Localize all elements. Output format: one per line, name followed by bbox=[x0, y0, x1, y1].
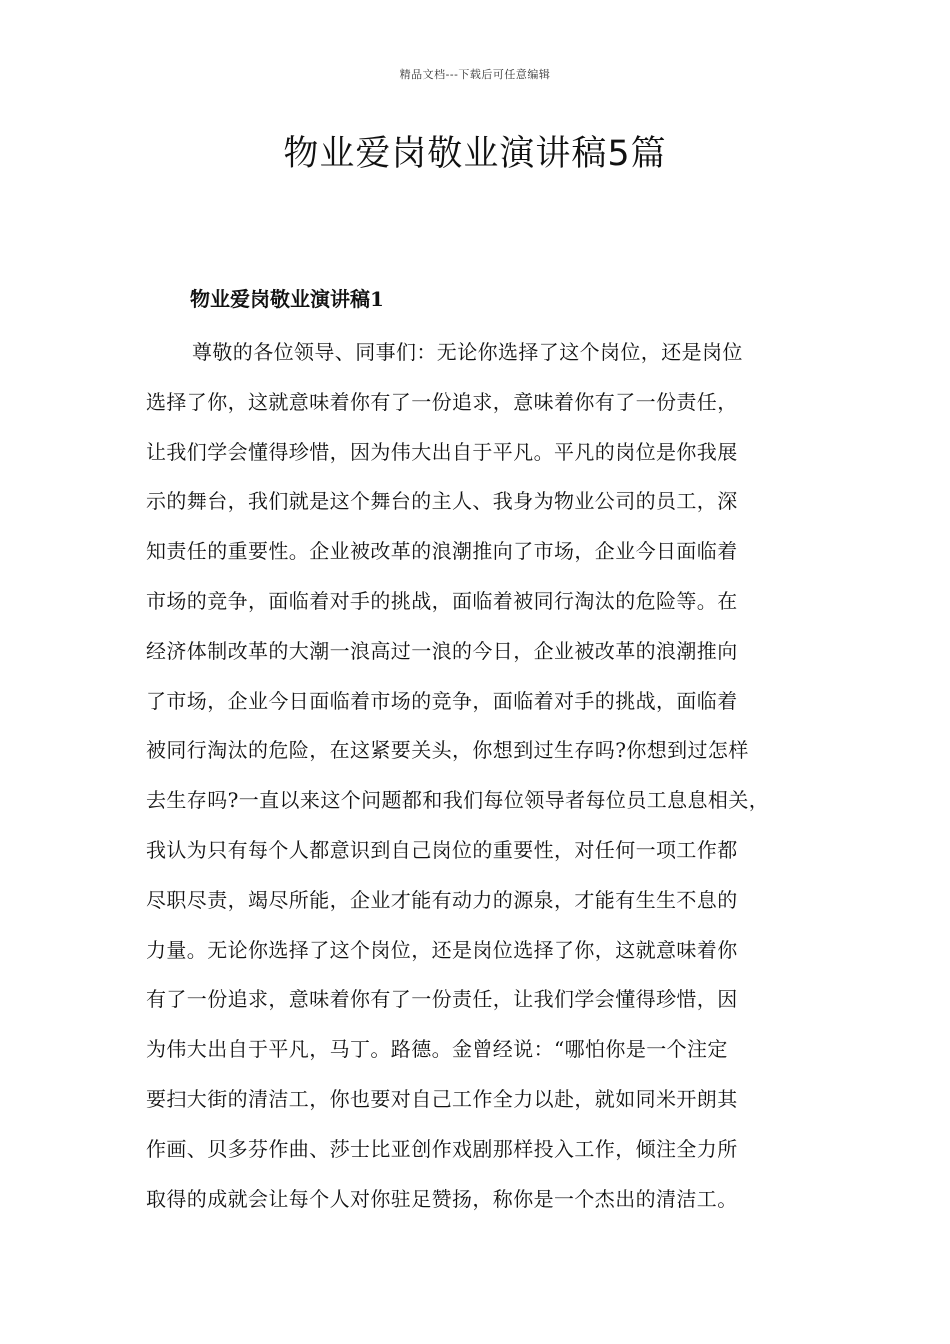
header-note: 精品文档---下载后可任意编辑 bbox=[399, 68, 551, 81]
text-line: 有了一份追求，意味着你有了一份责任，让我们学会懂得珍惜，因 bbox=[146, 987, 738, 1012]
text-line: 为伟大出自于平凡，马丁。路德。金曾经说：“哪怕你是一个注定 bbox=[146, 1037, 728, 1062]
text-line: 作画、贝多芬作曲、莎士比亚创作戏剧那样投入工作，倾注全力所 bbox=[146, 1136, 738, 1161]
text-line: 取得的成就会让每个人对你驻足赞扬，称你是一个杰出的清洁工。 bbox=[146, 1186, 738, 1211]
text-line: 我认为只有每个人都意识到自己岗位的重要性，对任何一项工作都 bbox=[146, 837, 738, 862]
text-line: 了市场，企业今日面临着市场的竞争，面临着对手的挑战，面临着 bbox=[146, 688, 738, 713]
text-line: 知责任的重要性。企业被改革的浪潮推向了市场，企业今日面临着 bbox=[146, 539, 738, 564]
text-line: 力量。无论你选择了这个岗位，还是岗位选择了你，这就意味着你 bbox=[146, 937, 738, 962]
text-line: 经济体制改革的大潮一浪高过一浪的今日，企业被改革的浪潮推向 bbox=[146, 638, 738, 663]
text-line: 尊敬的各位领导、同事们：无论你选择了这个岗位，还是岗位 bbox=[192, 340, 743, 364]
text-line: 市场的竞争，面临着对手的挑战，面临着被同行淘汰的危险等。在 bbox=[146, 588, 738, 613]
text-line: 要扫大街的清洁工，你也要对自己工作全力以赴，就如同米开朗其 bbox=[146, 1086, 738, 1111]
text-line: 尽职尽责，竭尽所能，企业才能有动力的源泉，才能有生生不息的 bbox=[146, 887, 738, 912]
text-line: 去生存吗?一直以来这个问题都和我们每位领导者每位员工息息相关， bbox=[146, 788, 770, 813]
text-line: 选择了你，这就意味着你有了一份追求，意味着你有了一份责任， bbox=[146, 389, 738, 414]
text-line: 让我们学会懂得珍惜，因为伟大出自于平凡。平凡的岗位是你我展 bbox=[146, 439, 738, 464]
text-line: 示的舞台，我们就是这个舞台的主人、我身为物业公司的员工，深 bbox=[146, 489, 738, 514]
section-heading: 物业爱岗敬业演讲稿1 bbox=[190, 287, 384, 311]
body-text bbox=[146, 332, 826, 1228]
document-title: 物业爱岗敬业演讲稿5篇 bbox=[283, 134, 667, 174]
text-line: 被同行淘汰的危险，在这紧要关头，你想到过生存吗?你想到过怎样 bbox=[146, 738, 749, 763]
